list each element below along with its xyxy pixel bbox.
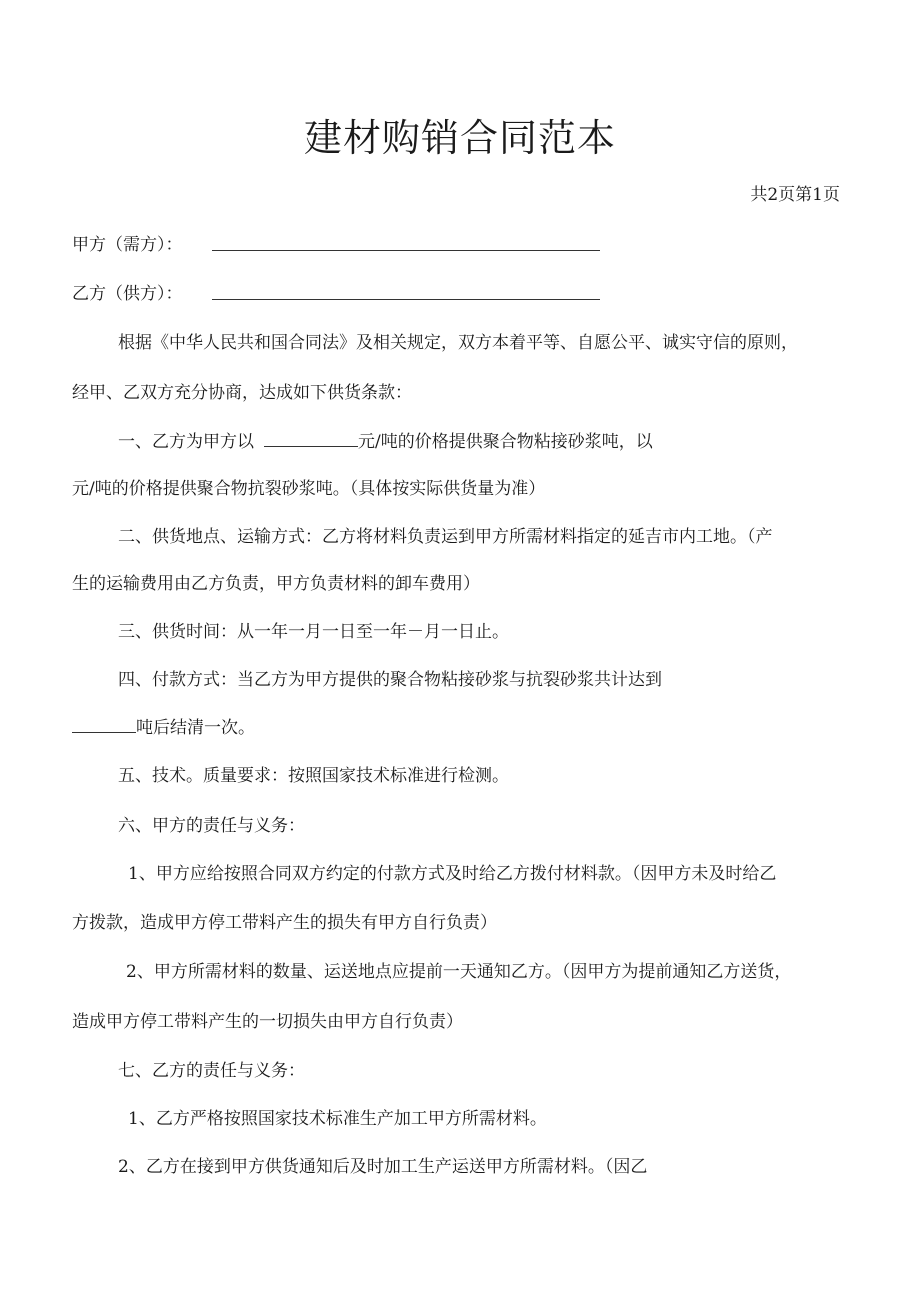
party-a-field — [212, 250, 600, 251]
party-a-label: 甲方（需方）： — [72, 235, 183, 255]
paragraph-line: 2、乙方在接到甲方供货通知后及时加工生产运送甲方所需材料。（因乙 — [118, 1157, 648, 1177]
quantity-blank — [72, 716, 136, 733]
paragraph-line: 1、甲方应给按照合同双方约定的付款方式及时给乙方拨付材料款。（因甲方未及时给乙 — [128, 864, 777, 884]
paragraph-line: 五、技术。质量要求：按照国家技术标准进行检测。 — [118, 766, 509, 786]
quantity-text: 吨后结清一次。 — [136, 718, 255, 738]
paragraph-line: 方拨款，造成甲方停工带料产生的损失有甲方自行负责） — [72, 913, 497, 933]
paragraph-line: 造成甲方停工带料产生的一切损失由甲方自行负责） — [72, 1012, 463, 1032]
paragraph-line: 经甲、乙双方充分协商，达成如下供货条款： — [72, 383, 412, 403]
section-heading: 七、乙方的责任与义务： — [118, 1061, 305, 1081]
paragraph-line: 二、供货地点、运输方式：乙方将材料负责运到甲方所需材料指定的延吉市内工地。（产 — [118, 527, 773, 547]
paragraph-line: 元/吨的价格提供聚合物抗裂砂浆吨。（具体按实际供货量为准） — [72, 479, 546, 499]
document-title: 建材购销合同范本 — [303, 116, 616, 160]
paragraph-line: 生的运输费用由乙方负责，甲方负责材料的卸车费用） — [72, 574, 480, 594]
paragraph-line: 根据《中华人民共和国合同法》及相关规定，双方本着平等、自愿公平、诚实守信的原则， — [118, 333, 798, 353]
quantity-line — [72, 716, 255, 740]
page-counter: 共2页第1页 — [750, 185, 840, 205]
party-b-label: 乙方（供方）： — [72, 284, 183, 304]
paragraph-line: 三、供货时间：从一年一月一日至一年－月一日止。 — [118, 622, 509, 642]
paragraph-line: 2、甲方所需材料的数量、运送地点应提前一天通知乙方。（因甲方为提前通知乙方送货， — [126, 962, 792, 982]
clause-1-line — [118, 430, 653, 454]
clause-1-text-cont: 元/吨的价格提供聚合物粘接砂浆吨，以 — [358, 432, 653, 452]
paragraph-line: 四、付款方式：当乙方为甲方提供的聚合物粘接砂浆与抗裂砂浆共计达到 — [118, 670, 662, 690]
party-b-field — [212, 299, 600, 300]
clause-1-text: 一、乙方为甲方以 — [118, 432, 254, 452]
price-blank — [264, 430, 358, 447]
paragraph-line: 1、乙方严格按照国家技术标准生产加工甲方所需材料。 — [128, 1109, 547, 1129]
section-heading: 六、甲方的责任与义务： — [118, 816, 305, 836]
